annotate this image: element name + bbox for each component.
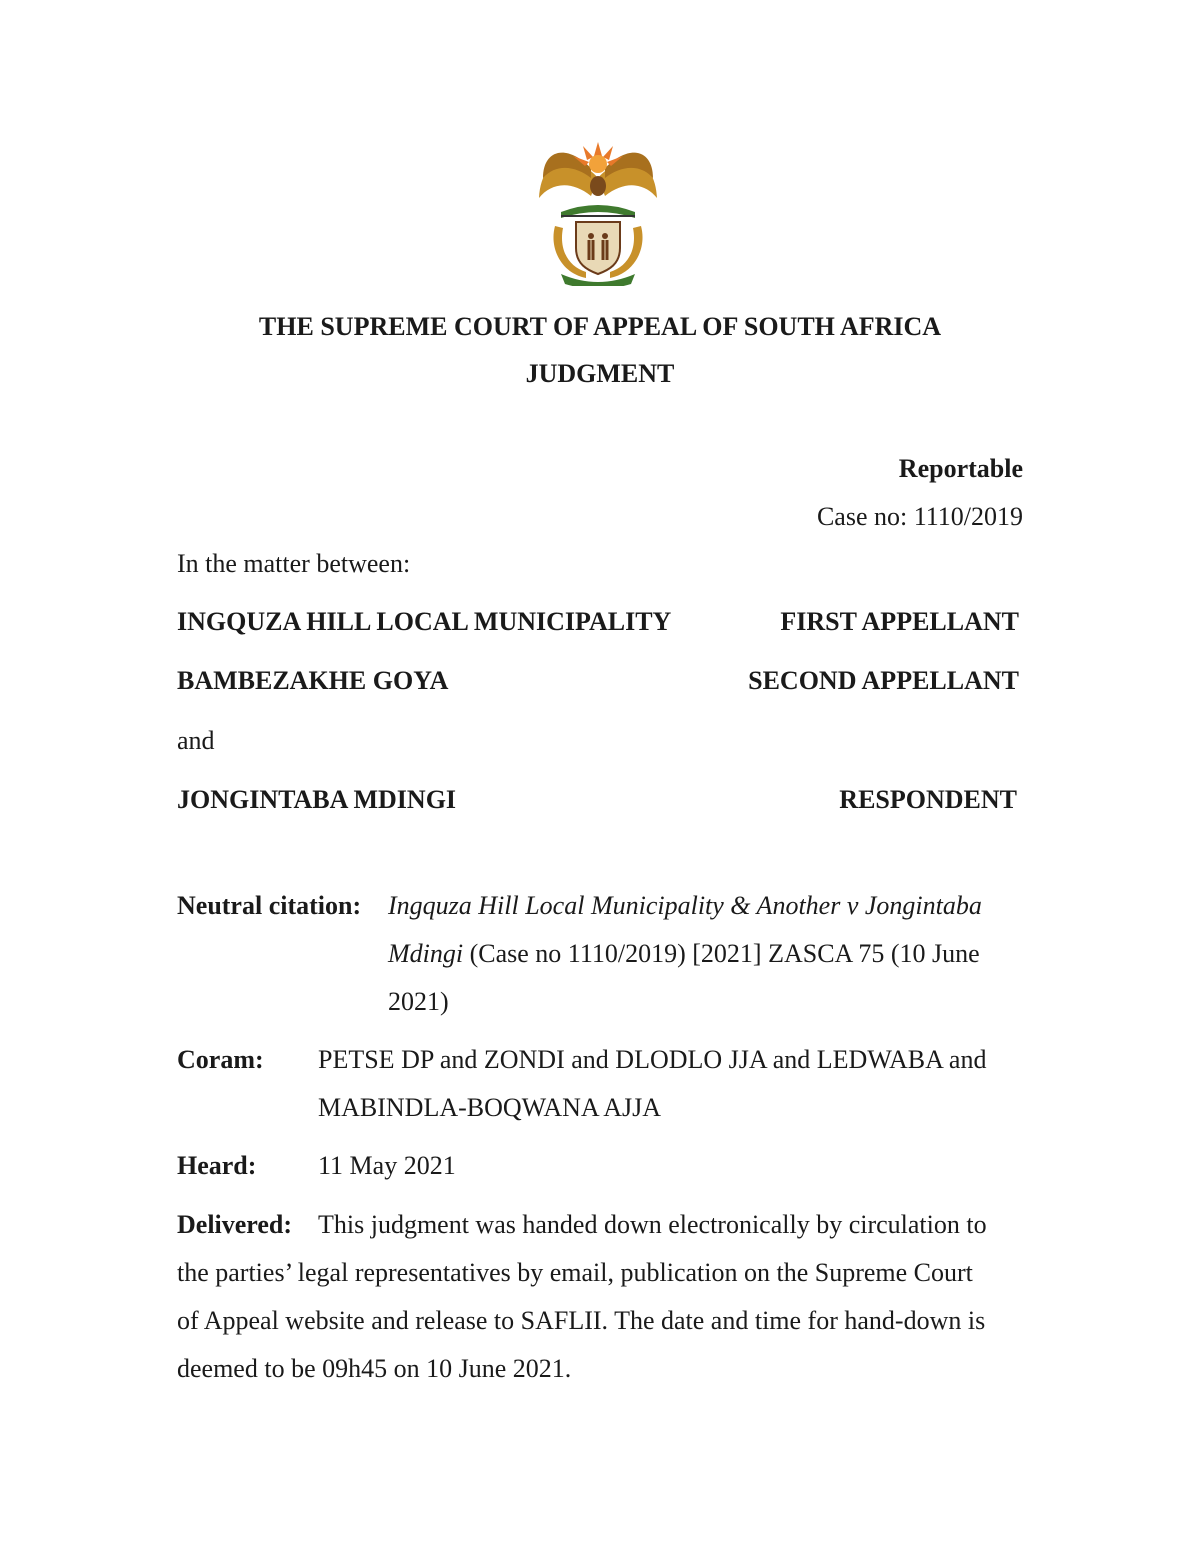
- delivered-line-2: the parties’ legal representatives by email, publication on the Supreme Court: [177, 1258, 973, 1287]
- heard-date: 11 May 2021: [318, 1151, 456, 1180]
- second-appellant-role: SECOND APPELLANT: [748, 666, 1019, 695]
- coram-line-1: PETSE DP and ZONDI and DLODLO JJA and LEDWABA and: [318, 1045, 987, 1074]
- citation-line-2: Mdingi (Case no 1110/2019) [2021] ZASCA 75 (10 June: [388, 939, 980, 968]
- coat-of-arms-icon: [531, 138, 665, 286]
- first-appellant-role: FIRST APPELLANT: [780, 607, 1019, 636]
- document-title: JUDGMENT: [525, 359, 675, 388]
- delivered-line-1: This judgment was handed down electronically by circulation to: [318, 1210, 987, 1239]
- citation-line-1: Ingquza Hill Local Municipality & Another v Jongintaba: [388, 891, 982, 920]
- delivered-line-4: deemed to be 09h45 on 10 June 2021.: [177, 1354, 572, 1383]
- respondent-role: RESPONDENT: [839, 785, 1017, 814]
- delivered-line-3: of Appeal website and release to SAFLII. The date and time for hand-down is: [177, 1306, 986, 1335]
- delivered-label: Delivered:: [177, 1210, 293, 1239]
- neutral-citation-label: Neutral citation:: [177, 891, 362, 920]
- citation-line-3: 2021): [388, 987, 449, 1016]
- reportable-label: Reportable: [898, 454, 1023, 483]
- respondent-name: JONGINTABA MDINGI: [177, 785, 457, 814]
- court-title: THE SUPREME COURT OF APPEAL OF SOUTH AFRICA: [258, 312, 942, 341]
- case-number: Case no: 1110/2019: [816, 502, 1023, 531]
- second-appellant-name: BAMBEZAKHE GOYA: [177, 666, 449, 695]
- coram-line-2: MABINDLA-BOQWANA AJJA: [318, 1093, 662, 1122]
- first-appellant-name: INGQUZA HILL LOCAL MUNICIPALITY: [177, 607, 672, 636]
- matter-between-label: In the matter between:: [177, 549, 411, 578]
- heard-label: Heard:: [177, 1151, 257, 1180]
- and-label: and: [177, 726, 215, 755]
- coram-label: Coram:: [177, 1045, 264, 1074]
